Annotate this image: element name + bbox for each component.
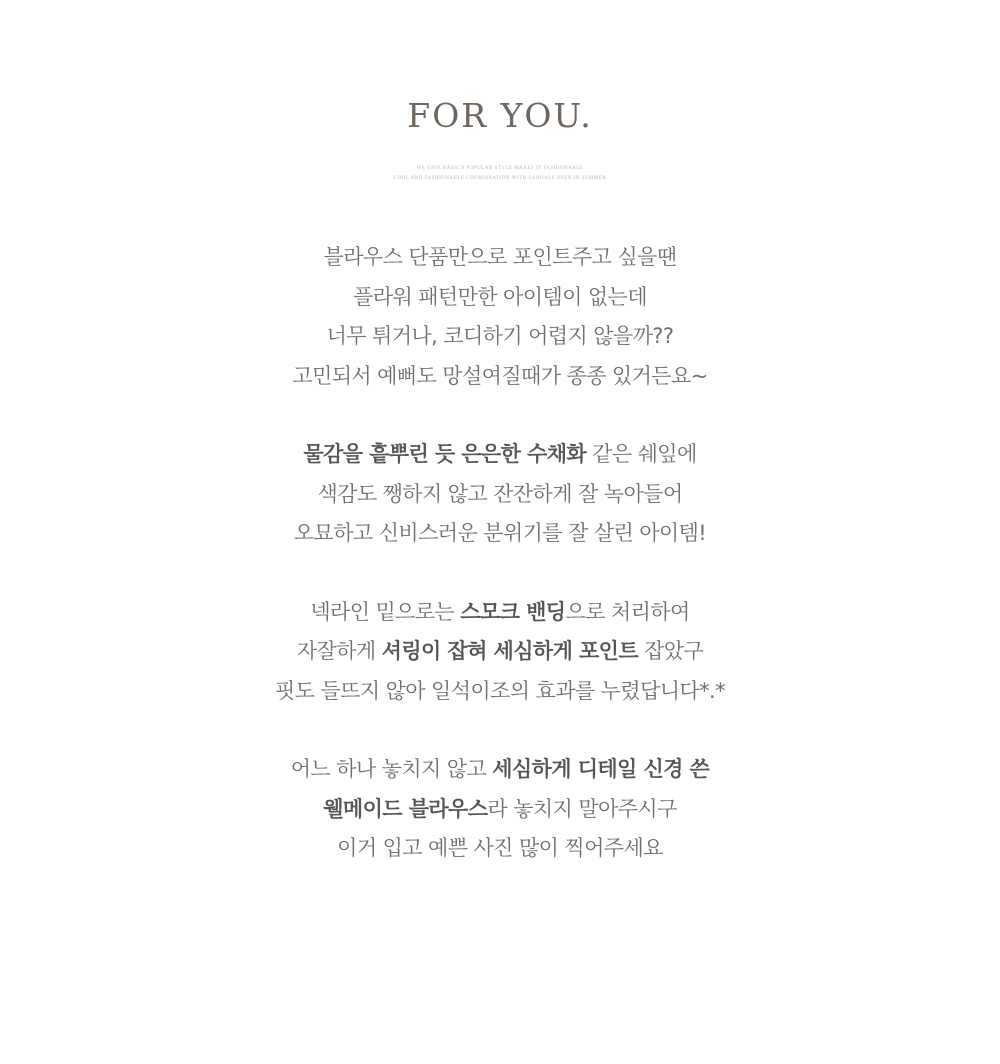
description-text: 오묘하고 신비스러운 분위기를 잘 살린 아이템! (293, 521, 707, 545)
description-line (0, 357, 1000, 397)
emphasized-text: 세심하게 디테일 신경 쓴 (492, 757, 710, 781)
description-text: 으로 처리하여 (565, 599, 690, 624)
description-line (0, 632, 1000, 672)
description-text: 넥라인 밑으로는 (310, 599, 461, 624)
description-line (0, 672, 1000, 712)
description-line (0, 750, 1000, 790)
description-line (0, 829, 1000, 869)
description-text: 블라우스 단품만으로 포인트주고 싶을땐 (323, 245, 677, 269)
description-line (0, 435, 1000, 475)
description-line (0, 514, 1000, 554)
product-description (0, 238, 1000, 908)
description-text: 어느 하나 놓치지 않고 (290, 757, 493, 781)
description-line (0, 317, 1000, 357)
description-paragraph (0, 435, 1000, 554)
description-text: 고민되서 예뻐도 망설여질때가 종종 있거든요~ (292, 363, 708, 388)
subtitle-line-2: COOL AND FASHIONABLE COORDINATION WITH SANDALS OPEN IN SUMMER (393, 176, 607, 181)
emphasized-text: 스모크 밴딩 (460, 599, 566, 624)
emphasized-text: 웰메이드 블라우스 (323, 796, 488, 821)
description-line (0, 790, 1000, 830)
emphasized-text: 물감을 흩뿌린 듯 은은한 수채화 (303, 442, 587, 466)
description-text: 너무 튀거나, 코디하기 어렵지 않을까?? (326, 324, 674, 348)
description-text: 같은 쉐잎에 (586, 442, 697, 466)
description-line (0, 475, 1000, 515)
page-title: FOR YOU. (407, 96, 593, 135)
description-text: 자잘하게 (296, 639, 382, 663)
description-text: 핏도 들뜨지 않아 일석이조의 효과를 누렸답니다*.* (275, 678, 725, 703)
description-paragraph (0, 750, 1000, 869)
page-subtitle (0, 164, 1000, 184)
description-text: 라 놓치지 말아주시구 (487, 796, 677, 821)
description-text: 플라워 패턴만한 아이템이 없는데 (353, 284, 647, 309)
description-text: 잡았구 (638, 639, 704, 663)
description-text: 이거 입고 예쁜 사진 많이 찍어주세요 (337, 836, 663, 860)
description-line (0, 238, 1000, 278)
description-paragraph (0, 593, 1000, 712)
description-text: 색감도 쨍하지 않고 잔잔하게 잘 녹아들어 (317, 481, 683, 506)
description-paragraph (0, 238, 1000, 396)
emphasized-text: 셔링이 잡혀 세심하게 포인트 (381, 639, 639, 663)
subtitle-line-1: WE GIVE BASIC'S POPULAR STYLE MAKES IT FASHIONABLE (416, 166, 584, 171)
description-line (0, 278, 1000, 318)
description-line (0, 593, 1000, 633)
